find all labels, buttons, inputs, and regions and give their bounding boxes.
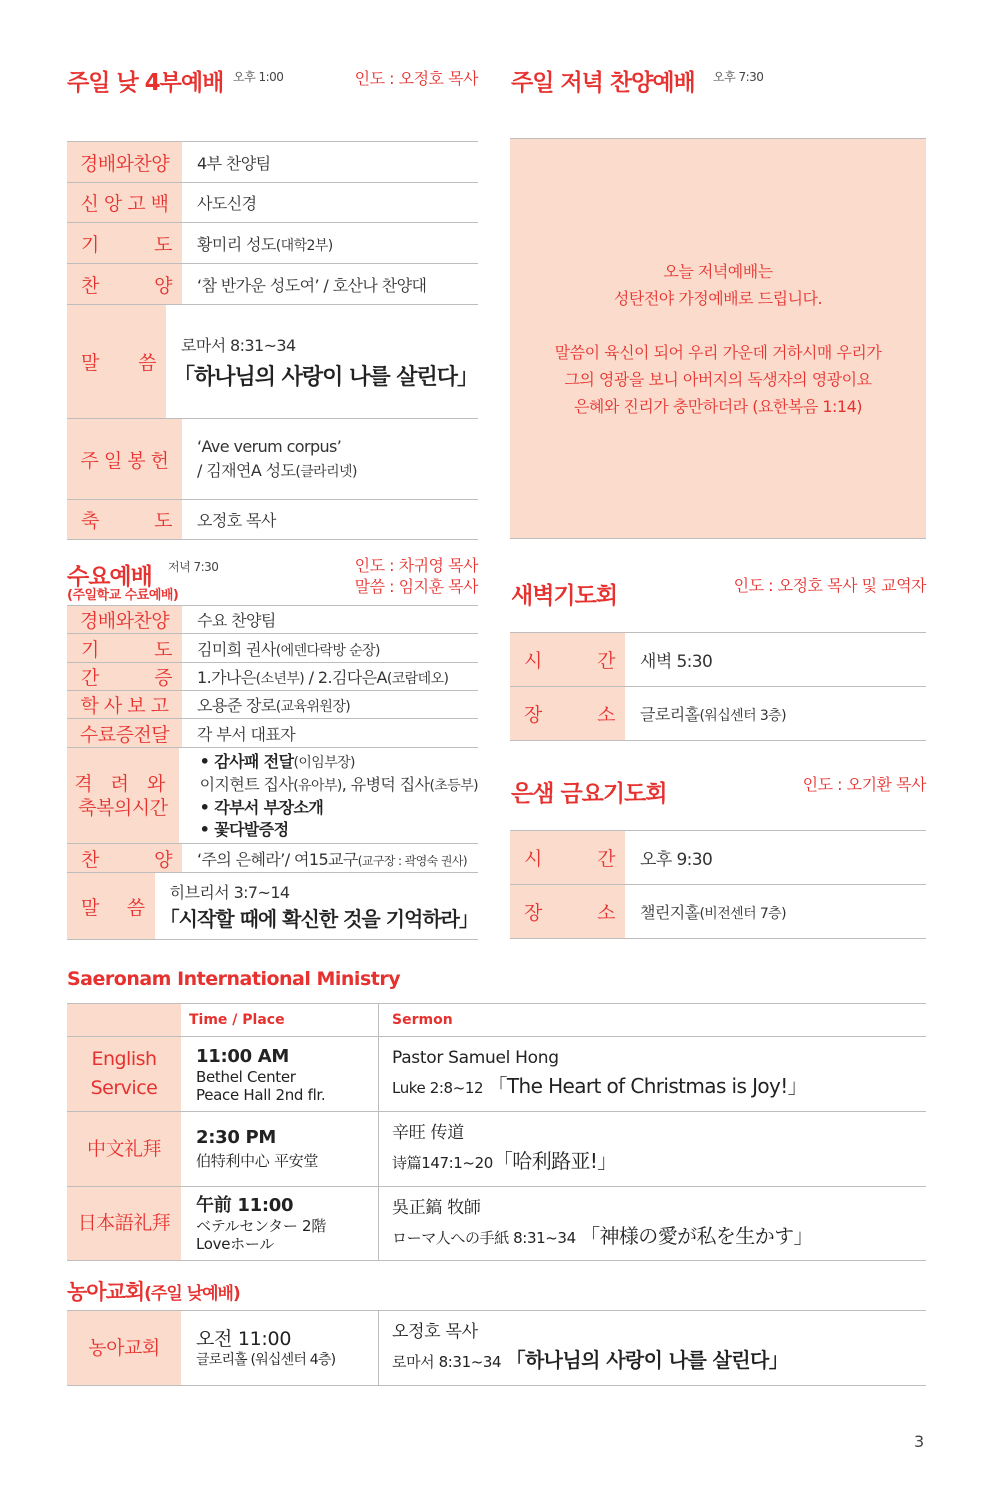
sermon-title: 「神様の愛が私を生かす」 xyxy=(580,1223,813,1248)
row-value xyxy=(182,663,478,690)
scripture-ref: 히브리서 3:7~14 xyxy=(169,883,290,902)
preacher-name: 오정호 목사 xyxy=(392,1322,478,1342)
time-place xyxy=(181,1187,378,1260)
sermon-title: 「The Heart of Christmas is Joy!」 xyxy=(487,1074,808,1098)
time-place xyxy=(181,1037,378,1111)
service-label xyxy=(67,1112,181,1186)
bullet-item: • 감사패 전달 xyxy=(199,751,294,771)
row-label: 시 간 xyxy=(510,633,625,686)
scripture-ref: 诗篇147:1~20 xyxy=(392,1154,493,1172)
value-text: / 김재연A 성도 xyxy=(197,460,296,480)
deaf-row xyxy=(67,1311,926,1386)
verse-line: 그의 영광을 보니 아버지의 독생자의 영광이요 xyxy=(564,369,872,389)
value-text: 이지현트 집사 xyxy=(199,774,294,794)
value-text: ‘Ave verum corpus’ xyxy=(197,436,342,456)
friday-row xyxy=(510,885,926,939)
sermon-info xyxy=(378,1311,926,1385)
row-label: 학 사 보 고 xyxy=(67,691,182,718)
label-line: English xyxy=(91,1048,157,1070)
row-label: 장 소 xyxy=(510,885,625,938)
row-value xyxy=(182,844,478,872)
sermon-info xyxy=(378,1187,926,1260)
value-text: 오정호 목사 xyxy=(197,511,276,530)
value-text: 1.가나은 xyxy=(197,668,256,687)
page-number: 3 xyxy=(914,1432,925,1451)
service-place: Peace Hall 2nd flr. xyxy=(196,1085,326,1104)
value-text: ‘참 반가운 성도여’ / 호산나 찬양대 xyxy=(197,275,427,295)
row-value xyxy=(182,634,478,662)
dawn-table xyxy=(510,632,926,741)
value-text: 김미희 권사 xyxy=(197,639,276,659)
value-text: , 유병덕 집사 xyxy=(341,774,430,794)
international-header-row xyxy=(67,1004,926,1037)
preacher-name: Pastor Samuel Hong xyxy=(392,1048,559,1068)
value-text: ‘주의 은혜라’/ 여15교구 xyxy=(197,849,358,869)
row-value xyxy=(155,873,478,939)
preacher-name: 吳正鎬 牧師 xyxy=(392,1197,481,1218)
row-label: 시 간 xyxy=(510,831,625,884)
leader-line: 인도 : 차귀영 목사 xyxy=(354,556,478,575)
label-line: 격 려 와 xyxy=(74,772,172,795)
sunday4-row xyxy=(67,142,478,183)
row-value xyxy=(625,885,926,938)
wednesday-time: 저녁 7:30 xyxy=(168,560,219,574)
sunday4-row xyxy=(67,223,478,264)
row-value xyxy=(625,687,926,740)
verse-line: 말씀이 육신이 되어 우리 가운데 거하시매 우리가 xyxy=(554,342,882,362)
wednesday-row xyxy=(67,663,478,691)
scripture-ref: 로마서 8:31~34 xyxy=(392,1353,502,1371)
deaf-table xyxy=(67,1310,926,1386)
value-text: 사도신경 xyxy=(197,194,257,213)
value-note: (소년부) xyxy=(255,671,305,687)
value-text: 글로리홀 xyxy=(640,705,700,724)
row-label: 축 도 xyxy=(67,500,182,539)
row-label: 말 씀 xyxy=(67,305,166,418)
preacher-name: 辛旺 传道 xyxy=(392,1123,464,1143)
value-text: / 2.김다은A xyxy=(304,668,387,687)
sunday4-table xyxy=(67,141,478,540)
wednesday-title: 수요예배 xyxy=(67,564,152,590)
row-label xyxy=(67,748,179,843)
sunday4-row xyxy=(67,305,478,419)
row-value xyxy=(182,419,478,499)
value-note: (유아부) xyxy=(293,777,342,794)
row-value xyxy=(625,633,926,686)
row-value xyxy=(166,305,478,418)
leader-line: 말씀 : 임지훈 목사 xyxy=(354,577,478,596)
label-line: Service xyxy=(90,1077,158,1099)
row-label: 간 증 xyxy=(67,663,182,690)
service-place: Loveホール xyxy=(196,1235,274,1253)
row-label: 장 소 xyxy=(510,687,625,740)
row-label: 신 앙 고 백 xyxy=(67,183,182,222)
service-time: 오전 11:00 xyxy=(196,1327,292,1350)
sunday4-row xyxy=(67,183,478,223)
value-text: 챌린지홀 xyxy=(640,903,700,922)
row-value xyxy=(182,264,478,304)
service-time: 午前 11:00 xyxy=(196,1195,294,1216)
evening-title: 주일 저녁 찬양예배 xyxy=(511,70,695,96)
row-value xyxy=(182,183,478,222)
friday-table xyxy=(510,830,926,939)
sunday4-leader: 인도 : 오정호 목사 xyxy=(354,69,478,88)
row-label: 기 도 xyxy=(67,223,182,263)
value-note: (교구장 : 곽영숙 권사) xyxy=(357,853,467,868)
bullet-item: • 각부서 부장소개 xyxy=(199,797,324,817)
label-line: 中文礼拜 xyxy=(86,1137,161,1160)
row-value xyxy=(182,500,478,539)
notice-line: 오늘 저녁예배는 xyxy=(663,261,773,281)
sermon-title: 「哈利路亚!」 xyxy=(492,1149,617,1173)
wednesday-row xyxy=(67,606,478,634)
value-note: (초등부) xyxy=(429,777,478,794)
row-label: 경배와찬양 xyxy=(67,606,182,633)
value-note: (대학2부) xyxy=(275,237,333,254)
header-time-place: Time / Place xyxy=(189,1012,285,1028)
dawn-row xyxy=(510,687,926,741)
service-label: 농아교회 xyxy=(67,1311,181,1385)
row-value xyxy=(182,691,478,718)
value-note: (클라리넷) xyxy=(295,463,357,480)
label-line: 日本語礼拜 xyxy=(77,1212,171,1234)
value-text: 오후 9:30 xyxy=(640,850,713,870)
sunday4-row xyxy=(67,500,478,540)
sunday4-title: 주일 낮 4부예배 xyxy=(67,70,224,96)
row-label: 경배와찬양 xyxy=(67,142,182,182)
value-text: 4부 찬양팀 xyxy=(197,153,271,173)
verse-line: 은혜와 진리가 충만하더라 (요한복음 1:14) xyxy=(573,396,863,416)
friday-title: 은샘 금요기도회 xyxy=(511,781,667,807)
scripture-ref: ローマ人への手紙 8:31~34 xyxy=(392,1228,576,1247)
sermon-info xyxy=(378,1037,926,1111)
notice-line: 성탄전야 가정예배로 드립니다. xyxy=(613,288,823,308)
row-label: 기 도 xyxy=(67,634,182,662)
friday-row xyxy=(510,831,926,885)
sermon-title: 「시작할 때에 확신한 것을 기억하라」 xyxy=(159,907,478,931)
service-place: 글로리홀 (워십센터 4층) xyxy=(196,1351,336,1368)
wednesday-row xyxy=(67,719,478,748)
row-label: 찬 양 xyxy=(67,264,182,304)
value-note: (워십센터 3층) xyxy=(699,708,786,724)
value-note: (코람데오) xyxy=(386,671,449,687)
friday-leader: 인도 : 오기환 목사 xyxy=(802,775,926,794)
value-text: 황미리 성도 xyxy=(197,234,276,254)
sunday4-row xyxy=(67,419,478,500)
wednesday-subtitle: (주일학교 수료예배) xyxy=(67,588,179,603)
wednesday-row xyxy=(67,873,478,940)
row-value xyxy=(182,606,478,633)
service-place: ベテルセンター 2階 xyxy=(196,1217,326,1235)
value-note: (교육위원장) xyxy=(275,699,351,715)
wednesday-row xyxy=(67,691,478,719)
evening-time: 오후 7:30 xyxy=(713,70,764,84)
sunday4-row xyxy=(67,264,478,305)
dawn-row xyxy=(510,633,926,687)
row-value xyxy=(182,223,478,263)
time-place xyxy=(181,1112,378,1186)
scripture-ref: 로마서 8:31~34 xyxy=(180,335,296,355)
international-row xyxy=(67,1037,926,1112)
sermon-title: 「하나님의 사랑이 나를 살린다」 xyxy=(172,364,478,390)
service-place: Bethel Center xyxy=(196,1067,296,1086)
international-row xyxy=(67,1112,926,1187)
scripture-ref: Luke 2:8~12 xyxy=(392,1079,484,1097)
value-text: 새벽 5:30 xyxy=(640,652,713,672)
deaf-title-main: 농아교회 xyxy=(67,1280,145,1304)
row-value xyxy=(182,142,478,182)
deaf-title xyxy=(67,1276,240,1306)
dawn-title: 새벽기도회 xyxy=(511,583,618,609)
wednesday-leader xyxy=(355,555,478,597)
international-title: Saeronam International Ministry xyxy=(67,968,401,990)
wednesday-row xyxy=(67,634,478,663)
service-label xyxy=(67,1037,181,1111)
value-note: (비전센터 7층) xyxy=(699,906,786,922)
bullet-item: • 꽃다발증정 xyxy=(199,819,289,839)
label-line: 축복의시간 xyxy=(78,796,168,819)
service-label xyxy=(67,1187,181,1260)
value-text: 수요 찬양팀 xyxy=(197,611,276,630)
wednesday-row xyxy=(67,844,478,873)
service-time: 2:30 PM xyxy=(196,1126,277,1148)
row-label: 수료증전달 xyxy=(67,719,182,747)
header-sermon: Sermon xyxy=(378,1004,926,1036)
deaf-title-sub: (주일 낮예배) xyxy=(144,1284,240,1304)
evening-notice xyxy=(510,138,926,539)
service-place: 伯特利中心 平安堂 xyxy=(196,1151,319,1170)
row-value xyxy=(179,748,478,843)
row-label: 찬 양 xyxy=(67,844,182,872)
sermon-title: 「하나님의 사랑이 나를 살린다」 xyxy=(505,1348,789,1372)
international-row xyxy=(67,1187,926,1261)
dawn-leader: 인도 : 오정호 목사 및 교역자 xyxy=(733,576,926,595)
value-note: (에덴다락방 순장) xyxy=(275,642,380,659)
wednesday-row xyxy=(67,748,478,844)
row-value xyxy=(625,831,926,884)
international-table xyxy=(67,1003,926,1261)
value-text: 각 부서 대표자 xyxy=(197,724,296,744)
wednesday-table xyxy=(67,605,478,940)
sunday4-time: 오후 1:00 xyxy=(233,70,284,84)
row-label: 말 씀 xyxy=(67,873,155,939)
row-label: 주 일 봉 헌 xyxy=(67,419,182,499)
row-value xyxy=(182,719,478,747)
value-text: 오용준 장로 xyxy=(197,696,276,715)
service-time: 11:00 AM xyxy=(196,1045,290,1067)
value-note: (이임부장) xyxy=(293,754,355,771)
time-place xyxy=(181,1311,378,1385)
sermon-info xyxy=(378,1112,926,1186)
